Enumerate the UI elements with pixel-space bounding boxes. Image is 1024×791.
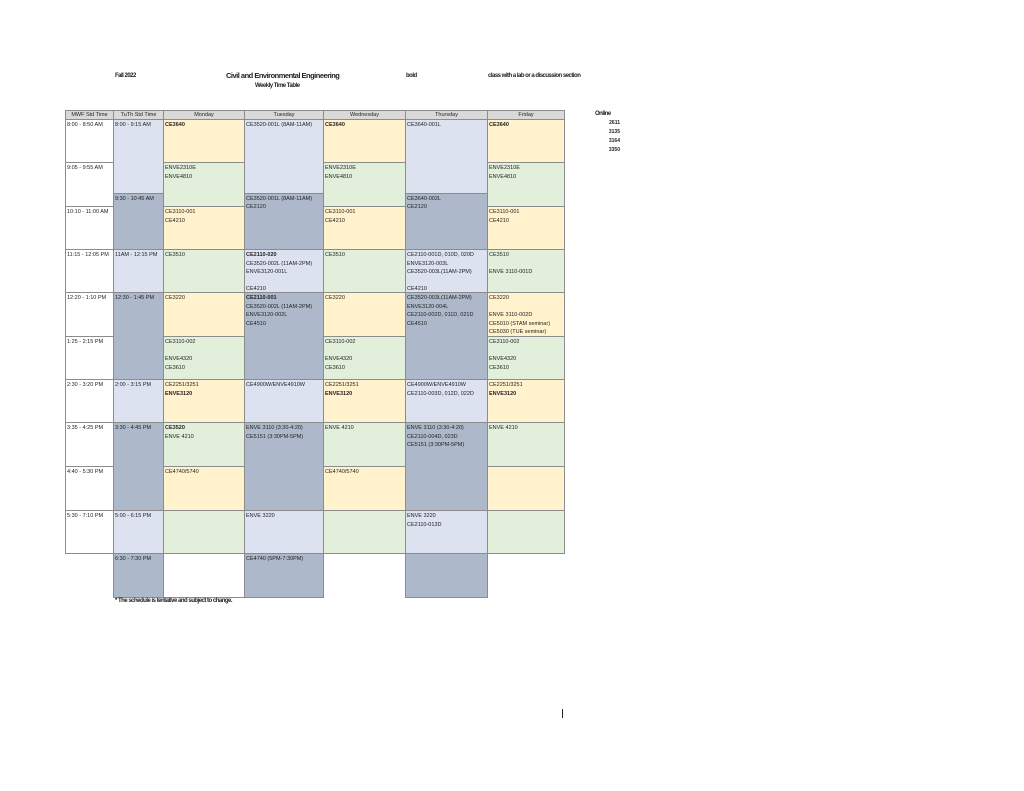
course-entry: ENVE 3110 (3:30-4:20) (246, 425, 303, 431)
course-entry: CE3520-001L (8AM-11AM) (246, 195, 313, 202)
schedule-cell (163, 553, 245, 598)
course-entry: ENVE4320 (165, 356, 193, 363)
course-entry: ENVE3120-003L (407, 260, 449, 267)
course-entry: CE3640-002L (407, 195, 441, 202)
course-entry: ENVE 4210 (489, 425, 518, 431)
tuth-time-label: 8:00 - 9:15 AM (115, 122, 151, 128)
course-entry: CE3520-003L(11AM-2PM) (407, 269, 472, 276)
course-entry: CE4210 (246, 286, 266, 293)
course-entry: ENVE 4210 (325, 425, 354, 431)
course-entry: ENVE 4210 (165, 433, 194, 440)
course-entry: CE3110-002 (489, 339, 520, 345)
column-header: Friday (487, 110, 565, 120)
schedule-cell (405, 119, 488, 194)
course-entry: CE2251/3251 (325, 382, 359, 388)
tuth-time-label: 12:30 - 1:45 PM (115, 295, 155, 301)
schedule-cell (487, 466, 565, 511)
course-entry: CE2110-013D (407, 521, 442, 528)
tuth-time-label: 11AM - 12:15 PM (115, 252, 158, 258)
course-entry: CE2120 (246, 204, 266, 211)
course-entry: CE2251/3251 (165, 382, 199, 388)
department-title: Civil and Environmental Engineering (226, 71, 340, 80)
course-entry: CE5151 (3:30PM-5PM) (246, 433, 304, 440)
course-entry: CE5030 (TUE seminar) (489, 329, 547, 336)
course-entry: CE2251/3251 (489, 382, 523, 388)
course-entry: CE3110-002 (325, 339, 356, 345)
course-entry: CE4510 (246, 320, 266, 327)
column-header: Wednesday (323, 110, 406, 120)
course-entry: ENVE3120 (489, 390, 517, 397)
course-entry: CE3220 (489, 295, 509, 301)
online-label: Online (595, 111, 611, 117)
schedule-cell (487, 510, 565, 554)
tuth-time-cell (113, 422, 164, 511)
course-entry: CE3510 (325, 252, 345, 258)
course-entry: ENVE4810 (165, 173, 193, 180)
course-entry: CE3520-003L(11AM-2PM) (407, 295, 472, 301)
column-header: Thursday (405, 110, 488, 120)
schedule-cell (163, 510, 245, 554)
column-header: MWF Std Time (65, 110, 114, 120)
course-entry: CE4740/5740 (165, 469, 199, 475)
course-entry: CE3220 (325, 295, 345, 301)
schedule-cell (323, 510, 406, 554)
timetable-subtitle: Weekly Time Table (255, 83, 300, 89)
course-entry: ENVE 3110-001D (489, 269, 533, 276)
online-course-number: 3135 (608, 129, 620, 135)
mwf-time-label: 2:30 - 3:20 PM (67, 382, 104, 388)
online-course-number: 3164 (608, 138, 620, 144)
course-entry: ENVE 3110-002D (489, 312, 533, 319)
mwf-time-label: 9:05 - 9:55 AM (67, 165, 103, 171)
course-entry: CE4210 (165, 217, 185, 224)
course-entry: CE2110-001 (246, 295, 277, 301)
legend-description: class with a lab or a discussion section (488, 73, 581, 79)
mwf-time-label: 11:15 - 12:05 PM (67, 252, 109, 258)
course-entry: CE3640 (165, 122, 185, 128)
course-entry: CE4900W/ENVE4910W (407, 382, 466, 388)
column-header: Monday (163, 110, 245, 120)
mwf-time-label: 1:25 - 2:15 PM (67, 339, 104, 345)
course-entry: ENVE 3220 (407, 513, 436, 519)
course-entry: CE3510 (489, 252, 509, 258)
course-entry: CE4210 (489, 217, 509, 224)
course-entry: ENVE3120-001L (246, 269, 288, 276)
course-entry: ENVE 3110 (3:30-4:20) (407, 425, 464, 431)
mwf-time-label: 4:40 - 5:30 PM (67, 469, 104, 475)
tuth-time-label: 6:30 - 7:30 PM (115, 556, 152, 562)
course-entry: CE3610 (489, 364, 509, 371)
course-entry: CE3610 (165, 364, 185, 371)
course-entry: CE2110-003D, 012D, 022D (407, 390, 474, 397)
course-entry: CE2110-001D, 010D, 020D (407, 252, 474, 258)
online-course-number: 2611 (609, 120, 620, 126)
course-entry: CE3520-002L (11AM-2PM) (246, 303, 313, 310)
schedule-footnote: * The schedule is tentative and subject to change. (115, 598, 233, 604)
course-entry: CE3520 (165, 425, 185, 431)
course-entry: ENVE4810 (489, 173, 517, 180)
course-entry: ENVE4810 (325, 173, 353, 180)
course-entry: ENVE 3220 (246, 513, 275, 519)
course-entry: CE2110-002D, 011D, 021D (407, 312, 474, 319)
course-entry: ENVE3120-004L (407, 303, 449, 310)
term-label: Fall 2022 (115, 73, 136, 79)
course-entry: ENVE3120 (325, 390, 353, 397)
mwf-time-label: 12:20 - 1:10 PM (67, 295, 107, 301)
tuth-time-label: 5:00 - 6:15 PM (115, 513, 152, 519)
tuth-time-cell (113, 119, 164, 194)
course-entry: CE2110-020 (246, 252, 277, 258)
legend-bold-label: bold (406, 73, 417, 79)
mwf-time-label: 8:00 - 8:50 AM (67, 122, 103, 128)
course-entry: CE3110-001 (165, 209, 196, 215)
course-entry: CE3110-001 (489, 209, 520, 215)
course-entry: CE3520-001L (8AM-11AM) (246, 122, 313, 128)
course-entry: CE3640 (325, 122, 345, 128)
tuth-time-cell (113, 292, 164, 380)
schedule-cell (244, 119, 324, 194)
page-marker (562, 709, 563, 718)
course-entry: CE3110-001 (325, 209, 356, 215)
mwf-time-label: 10:10 - 11:00 AM (67, 209, 109, 215)
tuth-time-label: 3:30 - 4:45 PM (115, 425, 152, 431)
course-entry: CE4210 (325, 217, 345, 224)
course-entry: ENVE3120 (165, 390, 193, 397)
mwf-time-label: 3:35 - 4:25 PM (67, 425, 104, 431)
course-entry: CE4210 (407, 286, 427, 293)
course-entry: CE3520-002L (11AM-2PM) (246, 260, 313, 267)
course-entry: CE3640-001L (407, 122, 441, 128)
course-entry: ENVE2310E (325, 165, 356, 171)
course-entry: CE4900W/ENVE4910W (246, 382, 305, 388)
course-entry: ENVE4320 (325, 356, 353, 363)
course-entry: CE4740 (5PM-7:30PM) (246, 556, 304, 562)
course-entry: ENVE2310E (489, 165, 520, 171)
schedule-cell (405, 553, 488, 598)
course-entry: CE5151 (3:30PM-5PM) (407, 442, 465, 449)
course-entry: CE4510 (407, 320, 427, 327)
course-entry: CE3220 (165, 295, 185, 301)
course-entry: CE4740/5740 (325, 469, 359, 475)
tuth-time-label: 2:00 - 3:15 PM (115, 382, 152, 388)
course-entry: ENVE2310E (165, 165, 196, 171)
column-header: TuTh Std Time (113, 110, 164, 120)
course-entry: CE2120 (407, 204, 427, 211)
course-entry: CE3610 (325, 364, 345, 371)
course-entry: CE2110-004D, 023D (407, 433, 458, 440)
online-course-number: 3350 (608, 147, 620, 153)
column-header: Tuesday (244, 110, 324, 120)
course-entry: CE3510 (165, 252, 185, 258)
course-entry: ENVE4320 (489, 356, 517, 363)
course-entry: CE3640 (489, 122, 509, 128)
mwf-time-label: 5:30 - 7:10 PM (67, 513, 104, 519)
course-entry: CE5010 (STAM seminar) (489, 320, 551, 327)
course-entry: CE3110-002 (165, 339, 196, 345)
tuth-time-label: 9:30 - 10:45 AM (115, 195, 154, 202)
course-entry: ENVE3120-002L (246, 312, 288, 319)
